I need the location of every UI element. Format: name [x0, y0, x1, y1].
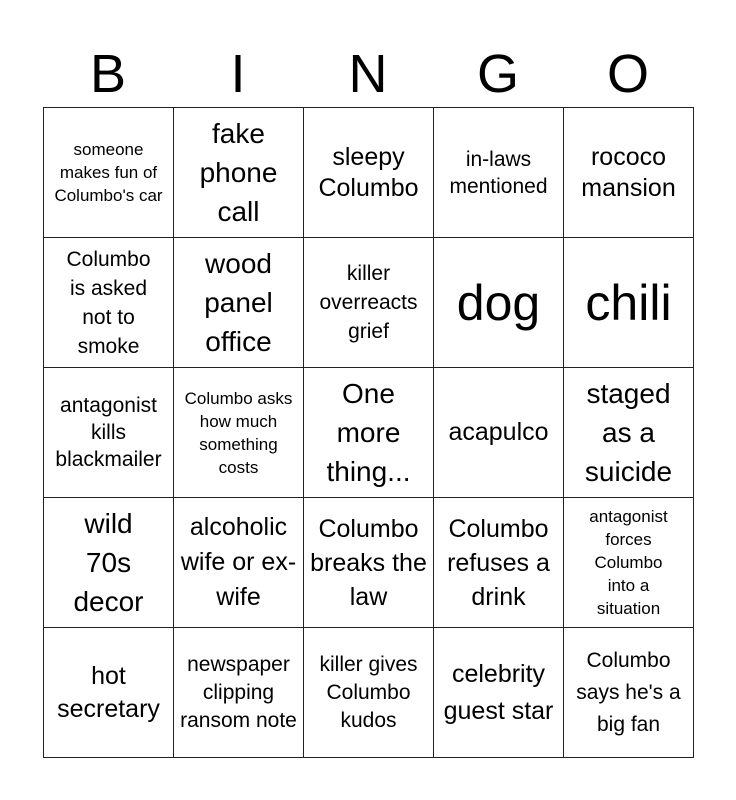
bingo-header — [43, 40, 693, 108]
bingo-cell-4[interactable] — [434, 108, 564, 238]
bingo-cell-text: Columbo refuses a drink — [447, 514, 550, 611]
bingo-cell-text: Columbo breaks the law — [310, 514, 427, 611]
bingo-cell-5[interactable] — [564, 108, 694, 238]
bingo-cell-8[interactable] — [304, 238, 434, 368]
bingo-cell-12[interactable] — [174, 368, 304, 498]
bingo-cell-11[interactable] — [44, 368, 174, 498]
bingo-cell-16[interactable] — [44, 498, 174, 628]
bingo-cell-text: wood panel office — [204, 248, 273, 357]
bingo-cell-text: killer overreacts grief — [319, 262, 418, 343]
bingo-cell-text: antagonist kills blackmailer — [55, 394, 162, 471]
bingo-cell-21[interactable] — [44, 628, 174, 758]
header-letter-g: G — [476, 44, 519, 104]
bingo-cell-text: in-laws mentioned — [449, 147, 548, 198]
bingo-cell-text: celebrity guest star — [443, 659, 554, 725]
bingo-grid — [43, 107, 694, 758]
header-letter-n: N — [348, 44, 388, 104]
header-letter-o: O — [606, 44, 649, 104]
bingo-cell-13[interactable] — [304, 368, 434, 498]
bingo-cell-3[interactable] — [304, 108, 434, 238]
bingo-cell-18[interactable] — [304, 498, 434, 628]
bingo-cell-15[interactable] — [564, 368, 694, 498]
bingo-cell-text: Columbo asks how much something costs — [184, 388, 293, 477]
bingo-cell-text: dog — [456, 274, 541, 331]
bingo-cell-1[interactable] — [44, 108, 174, 238]
bingo-cell-10[interactable] — [564, 238, 694, 368]
bingo-cell-text: rococo mansion — [581, 142, 676, 202]
bingo-cell-19[interactable] — [434, 498, 564, 628]
bingo-cell-text: killer gives Columbo kudos — [319, 652, 418, 732]
bingo-cell-20[interactable] — [564, 498, 694, 628]
bingo-cell-23[interactable] — [304, 628, 434, 758]
bingo-cell-text: Columbo is asked not to smoke — [66, 247, 151, 358]
bingo-cell-22[interactable] — [174, 628, 304, 758]
bingo-cell-text: hot secretary — [57, 661, 160, 723]
bingo-cell-24[interactable] — [434, 628, 564, 758]
bingo-cell-text: sleepy Columbo — [318, 142, 419, 202]
bingo-cell-text: fake phone call — [199, 118, 278, 227]
bingo-cell-14[interactable] — [434, 368, 564, 498]
header-letter-b: B — [89, 44, 127, 104]
bingo-cell-25[interactable] — [564, 628, 694, 758]
bingo-cell-text: newspaper clipping ransom note — [180, 652, 297, 732]
bingo-cell-text: antagonist forces Columbo into a situation — [589, 507, 668, 618]
bingo-cell-7[interactable] — [174, 238, 304, 368]
bingo-cell-2[interactable] — [174, 108, 304, 238]
bingo-cell-6[interactable] — [44, 238, 174, 368]
bingo-cell-text: someone makes fun of Columbo's car — [54, 140, 163, 205]
bingo-cell-17[interactable] — [174, 498, 304, 628]
bingo-cell-text: wild 70s decor — [73, 508, 144, 617]
bingo-cell-text: staged as a suicide — [584, 378, 673, 487]
bingo-cell-text: Columbo says he's a big fan — [576, 648, 681, 736]
bingo-cell-text: chili — [585, 274, 672, 331]
header-letter-i: I — [230, 44, 246, 104]
bingo-cell-9[interactable] — [434, 238, 564, 368]
bingo-cell-text: acapulco — [448, 418, 549, 446]
bingo-cell-text: alcoholic wife or ex-wife — [180, 513, 297, 611]
bingo-cell-text: One more thing... — [326, 378, 411, 487]
